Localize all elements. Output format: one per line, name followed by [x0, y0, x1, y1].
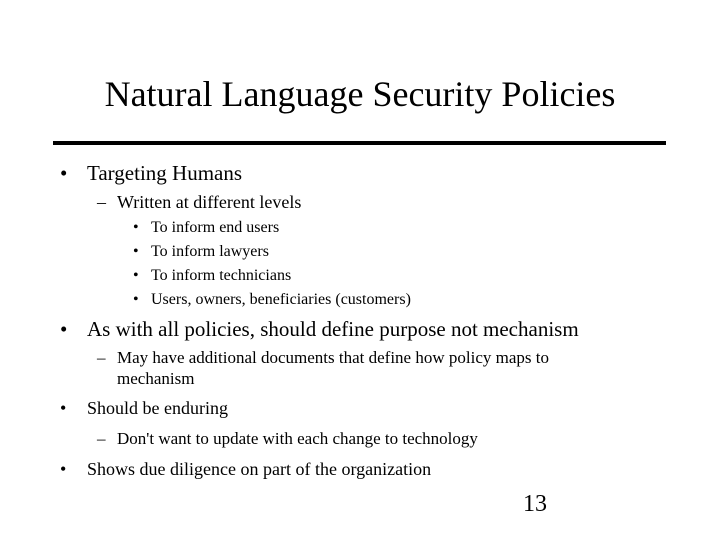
sub-sub-bullet-users-owners: Users, owners, beneficiaries (customers) [151, 291, 411, 308]
bullet-marker: • [60, 398, 67, 418]
dash-marker: – [97, 348, 106, 367]
sub-bullet-dont-update: Don't want to update with each change to technology [117, 429, 478, 448]
bullet-targeting-humans: Targeting Humans [87, 161, 243, 185]
slide-title: Natural Language Security Policies [104, 74, 616, 114]
bullet-marker: • [60, 317, 68, 341]
page-number: 13 [523, 491, 547, 517]
sub-sub-bullet-end-users: To inform end users [151, 219, 280, 236]
title-divider [53, 141, 666, 145]
bullet-marker: • [60, 459, 67, 479]
bullet-due-diligence: Shows due diligence on part of the organization [87, 459, 432, 479]
sub-sub-bullet-lawyers: To inform lawyers [151, 243, 269, 260]
bullet-purpose-not-mechanism: As with all policies, should define purpose not mechanism [87, 317, 579, 341]
bullet-marker: • [133, 219, 139, 236]
sub-bullet-additional-documents-cont: mechanism [117, 369, 195, 388]
sub-bullet-additional-documents: May have additional documents that define how policy maps to [117, 348, 549, 367]
bullet-enduring: Should be enduring [87, 398, 228, 418]
bullet-marker: • [133, 243, 139, 260]
sub-bullet-written-levels: Written at different levels [117, 192, 302, 212]
dash-marker: – [97, 192, 106, 212]
bullet-marker: • [133, 267, 139, 284]
sub-sub-bullet-technicians: To inform technicians [151, 267, 292, 284]
bullet-marker: • [133, 291, 139, 308]
dash-marker: – [97, 429, 106, 448]
bullet-marker: • [60, 161, 68, 185]
